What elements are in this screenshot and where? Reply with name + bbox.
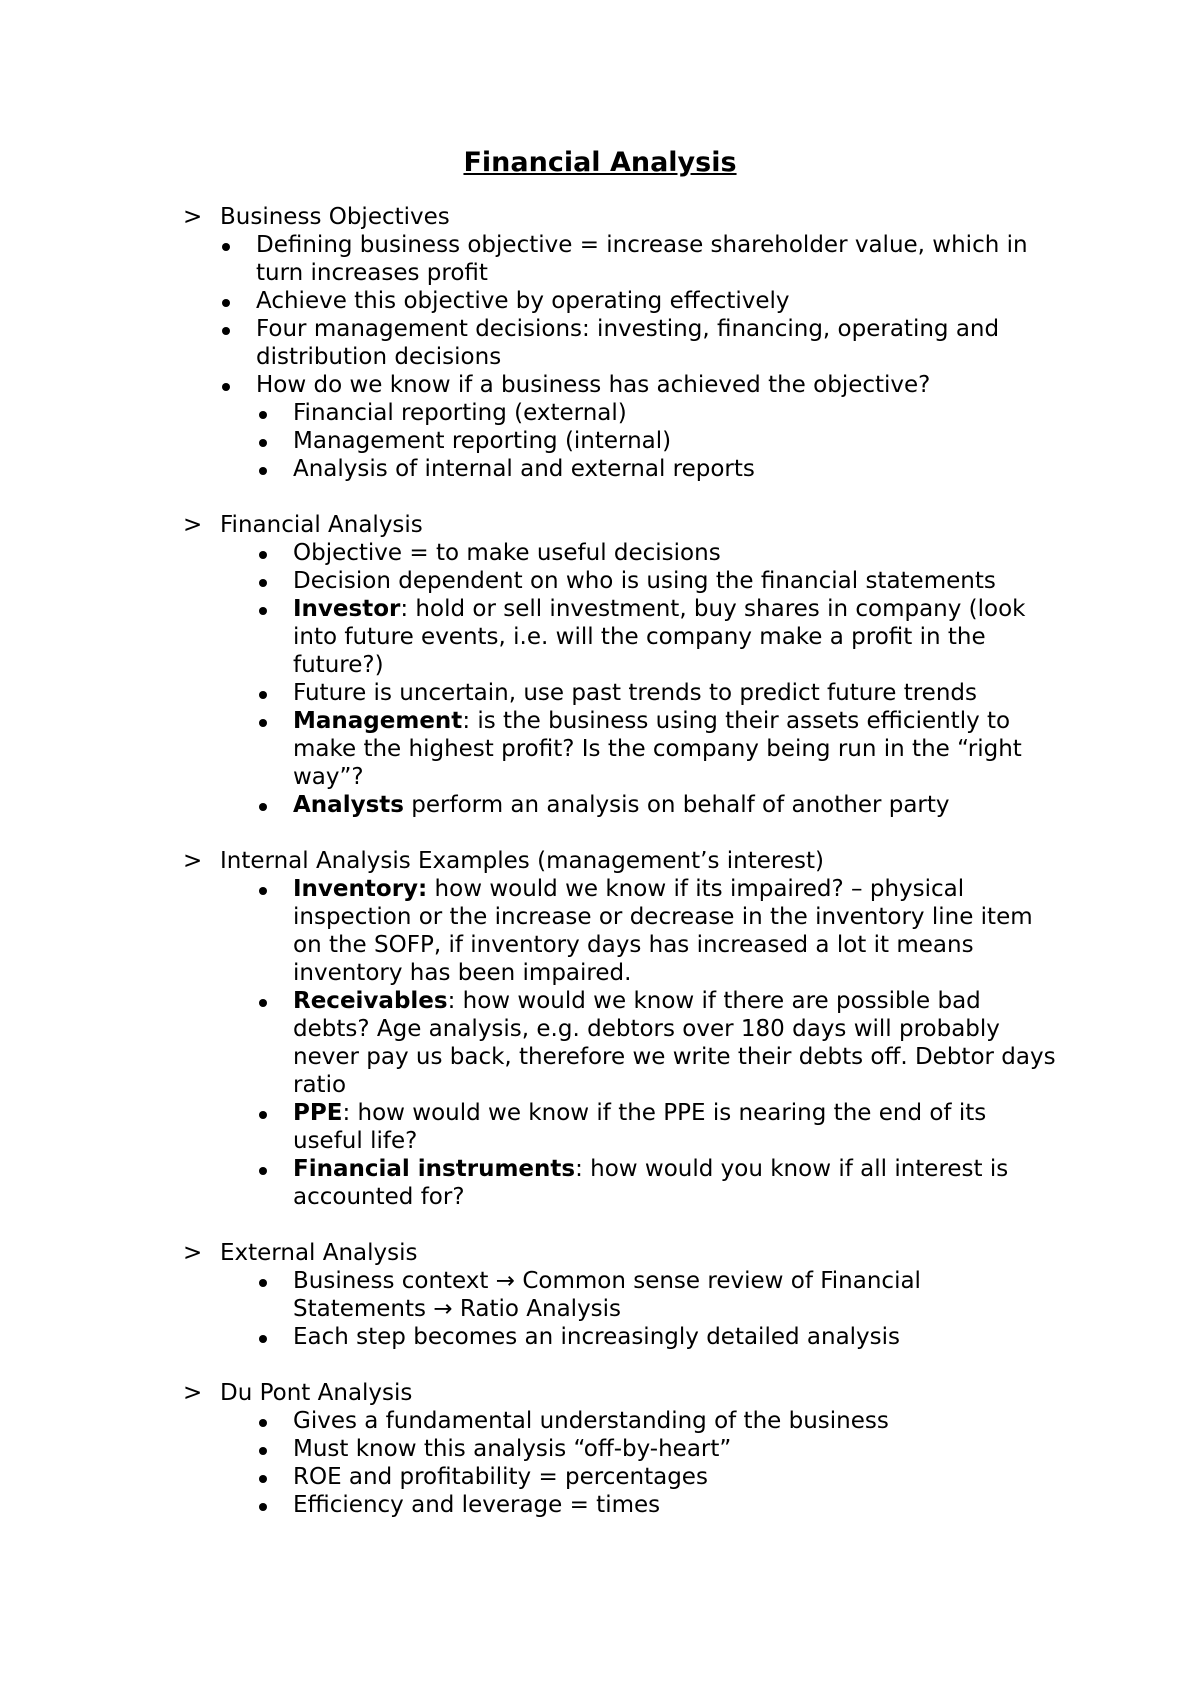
list-item: [0, 1435, 1056, 1463]
list-item: [0, 791, 1056, 819]
document-body: [0, 203, 1200, 1547]
bullet-icon: [222, 383, 230, 391]
bullet-icon: [259, 411, 267, 419]
section-heading: [0, 203, 1200, 231]
list-item: [0, 567, 1056, 595]
list-item: [0, 1491, 1056, 1519]
bullet-list: [0, 539, 1200, 819]
section-heading-text: Internal Analysis Examples (management’s interest): [220, 848, 824, 874]
item-term: Receivables: [293, 988, 448, 1014]
item-text: Defining business objective = increase shareholder value, which in turn increases profit: [256, 232, 1028, 286]
list-item: [0, 707, 1056, 791]
bullet-icon: [222, 243, 230, 251]
bullet-icon: [259, 1447, 267, 1455]
item-text: Future is uncertain, use past trends to predict future trends: [293, 680, 977, 706]
bullet-icon: [259, 1503, 267, 1511]
item-text: Objective = to make useful decisions: [293, 540, 721, 566]
bullet-icon: [259, 999, 267, 1007]
item-term: Inventory:: [293, 876, 428, 902]
item-text: Management reporting (internal): [293, 428, 672, 454]
list-item: [0, 371, 1056, 399]
item-text: perform an analysis on behalf of another party: [403, 792, 950, 818]
list-item: [0, 987, 1056, 1099]
item-text: : is the business using their assets efficiently to make the highest profit? Is the company being run in the “right way”?: [293, 708, 1022, 790]
bullet-icon: [259, 607, 267, 615]
bullet-icon: [259, 551, 267, 559]
item-term: Financial instruments: [293, 1156, 576, 1182]
bullet-icon: [259, 1167, 267, 1175]
item-text: Gives a fundamental understanding of the business: [293, 1408, 889, 1434]
list-item: [0, 427, 1056, 455]
item-text: How do we know if a business has achieved the objective?: [256, 372, 931, 398]
item-text: : how would we know if the PPE is nearing the end of its useful life?: [293, 1100, 987, 1154]
item-term: PPE: [293, 1100, 343, 1126]
bullet-icon: [259, 1279, 267, 1287]
list-item: [0, 1099, 1056, 1155]
list-item: [0, 1155, 1056, 1211]
bullet-icon: [259, 439, 267, 447]
list-item: [0, 595, 1056, 679]
item-text: Financial reporting (external): [293, 400, 627, 426]
section-heading-text: External Analysis: [220, 1240, 418, 1266]
item-text: ROE and profitability = percentages: [293, 1464, 708, 1490]
list-item: [0, 315, 1056, 371]
item-text: Efficiency and leverage = times: [293, 1492, 661, 1518]
bullet-icon: [259, 467, 267, 475]
section-heading: [0, 1379, 1200, 1407]
outline-section: [0, 847, 1200, 1211]
section-heading-text: Financial Analysis: [220, 512, 423, 538]
item-text: : hold or sell investment, buy shares in company (look into future events, i.e. will the company make a profit in the future?): [293, 596, 1026, 678]
section-heading: [0, 511, 1200, 539]
bullet-icon: [259, 719, 267, 727]
list-item: [0, 679, 1056, 707]
item-text: : how would we know if there are possible bad debts? Age analysis, e.g. debtors over 180 days will probably never pay us back, therefore we write their debts off. Debtor days ratio: [293, 988, 1056, 1098]
item-term: Analysts: [293, 792, 404, 818]
bullet-list: [0, 875, 1200, 1211]
arrow-marker-icon: >: [183, 512, 203, 538]
arrow-marker-icon: >: [183, 1380, 203, 1406]
list-item: [0, 1463, 1056, 1491]
list-item: [0, 287, 1056, 315]
arrow-marker-icon: >: [183, 204, 203, 230]
bullet-icon: [259, 691, 267, 699]
item-text: : how would you know if all interest is accounted for?: [293, 1156, 1009, 1210]
bullet-icon: [259, 1475, 267, 1483]
list-item: [0, 455, 1056, 483]
outline-section: [0, 1239, 1200, 1351]
item-text: Decision dependent on who is using the financial statements: [293, 568, 996, 594]
list-item: [0, 539, 1056, 567]
bullet-icon: [222, 299, 230, 307]
list-item: [0, 399, 1056, 427]
bullet-list: [0, 231, 1200, 483]
document-title: Financial Analysis: [463, 147, 737, 178]
item-text: Must know this analysis “off-by-heart”: [293, 1436, 732, 1462]
outline-section: [0, 1379, 1200, 1519]
section-heading-text: Du Pont Analysis: [220, 1380, 413, 1406]
item-text: Four management decisions: investing, financing, operating and distribution decisions: [256, 316, 1000, 370]
bullet-icon: [259, 579, 267, 587]
arrow-marker-icon: >: [183, 848, 203, 874]
section-heading: [0, 847, 1200, 875]
item-term: Investor: [293, 596, 401, 622]
bullet-icon: [259, 803, 267, 811]
item-text: how would we know if its impaired? – physical inspection or the increase or decrease in the inventory line item on the SOFP, if inventory days has increased a lot it means inventory has been impaired.: [293, 876, 1033, 986]
list-item: [0, 231, 1056, 287]
bullet-list: [0, 1267, 1200, 1351]
section-heading: [0, 1239, 1200, 1267]
list-item: [0, 1323, 1056, 1351]
item-text: Analysis of internal and external reports: [293, 456, 755, 482]
section-heading-text: Business Objectives: [220, 204, 450, 230]
bullet-icon: [259, 1335, 267, 1343]
list-item: [0, 1267, 1056, 1323]
bullet-icon: [259, 1111, 267, 1119]
outline-section: [0, 511, 1200, 819]
arrow-marker-icon: >: [183, 1240, 203, 1266]
list-item: [0, 1407, 1056, 1435]
item-text: Each step becomes an increasingly detailed analysis: [293, 1324, 901, 1350]
item-text: Business context → Common sense review of Financial Statements → Ratio Analysis: [293, 1268, 921, 1322]
bullet-icon: [259, 1419, 267, 1427]
bullet-list: [0, 1407, 1200, 1519]
list-item: [0, 875, 1056, 987]
outline-section: [0, 203, 1200, 483]
bullet-icon: [222, 327, 230, 335]
item-term: Management: [293, 708, 463, 734]
bullet-icon: [259, 887, 267, 895]
item-text: Achieve this objective by operating effectively: [256, 288, 790, 314]
